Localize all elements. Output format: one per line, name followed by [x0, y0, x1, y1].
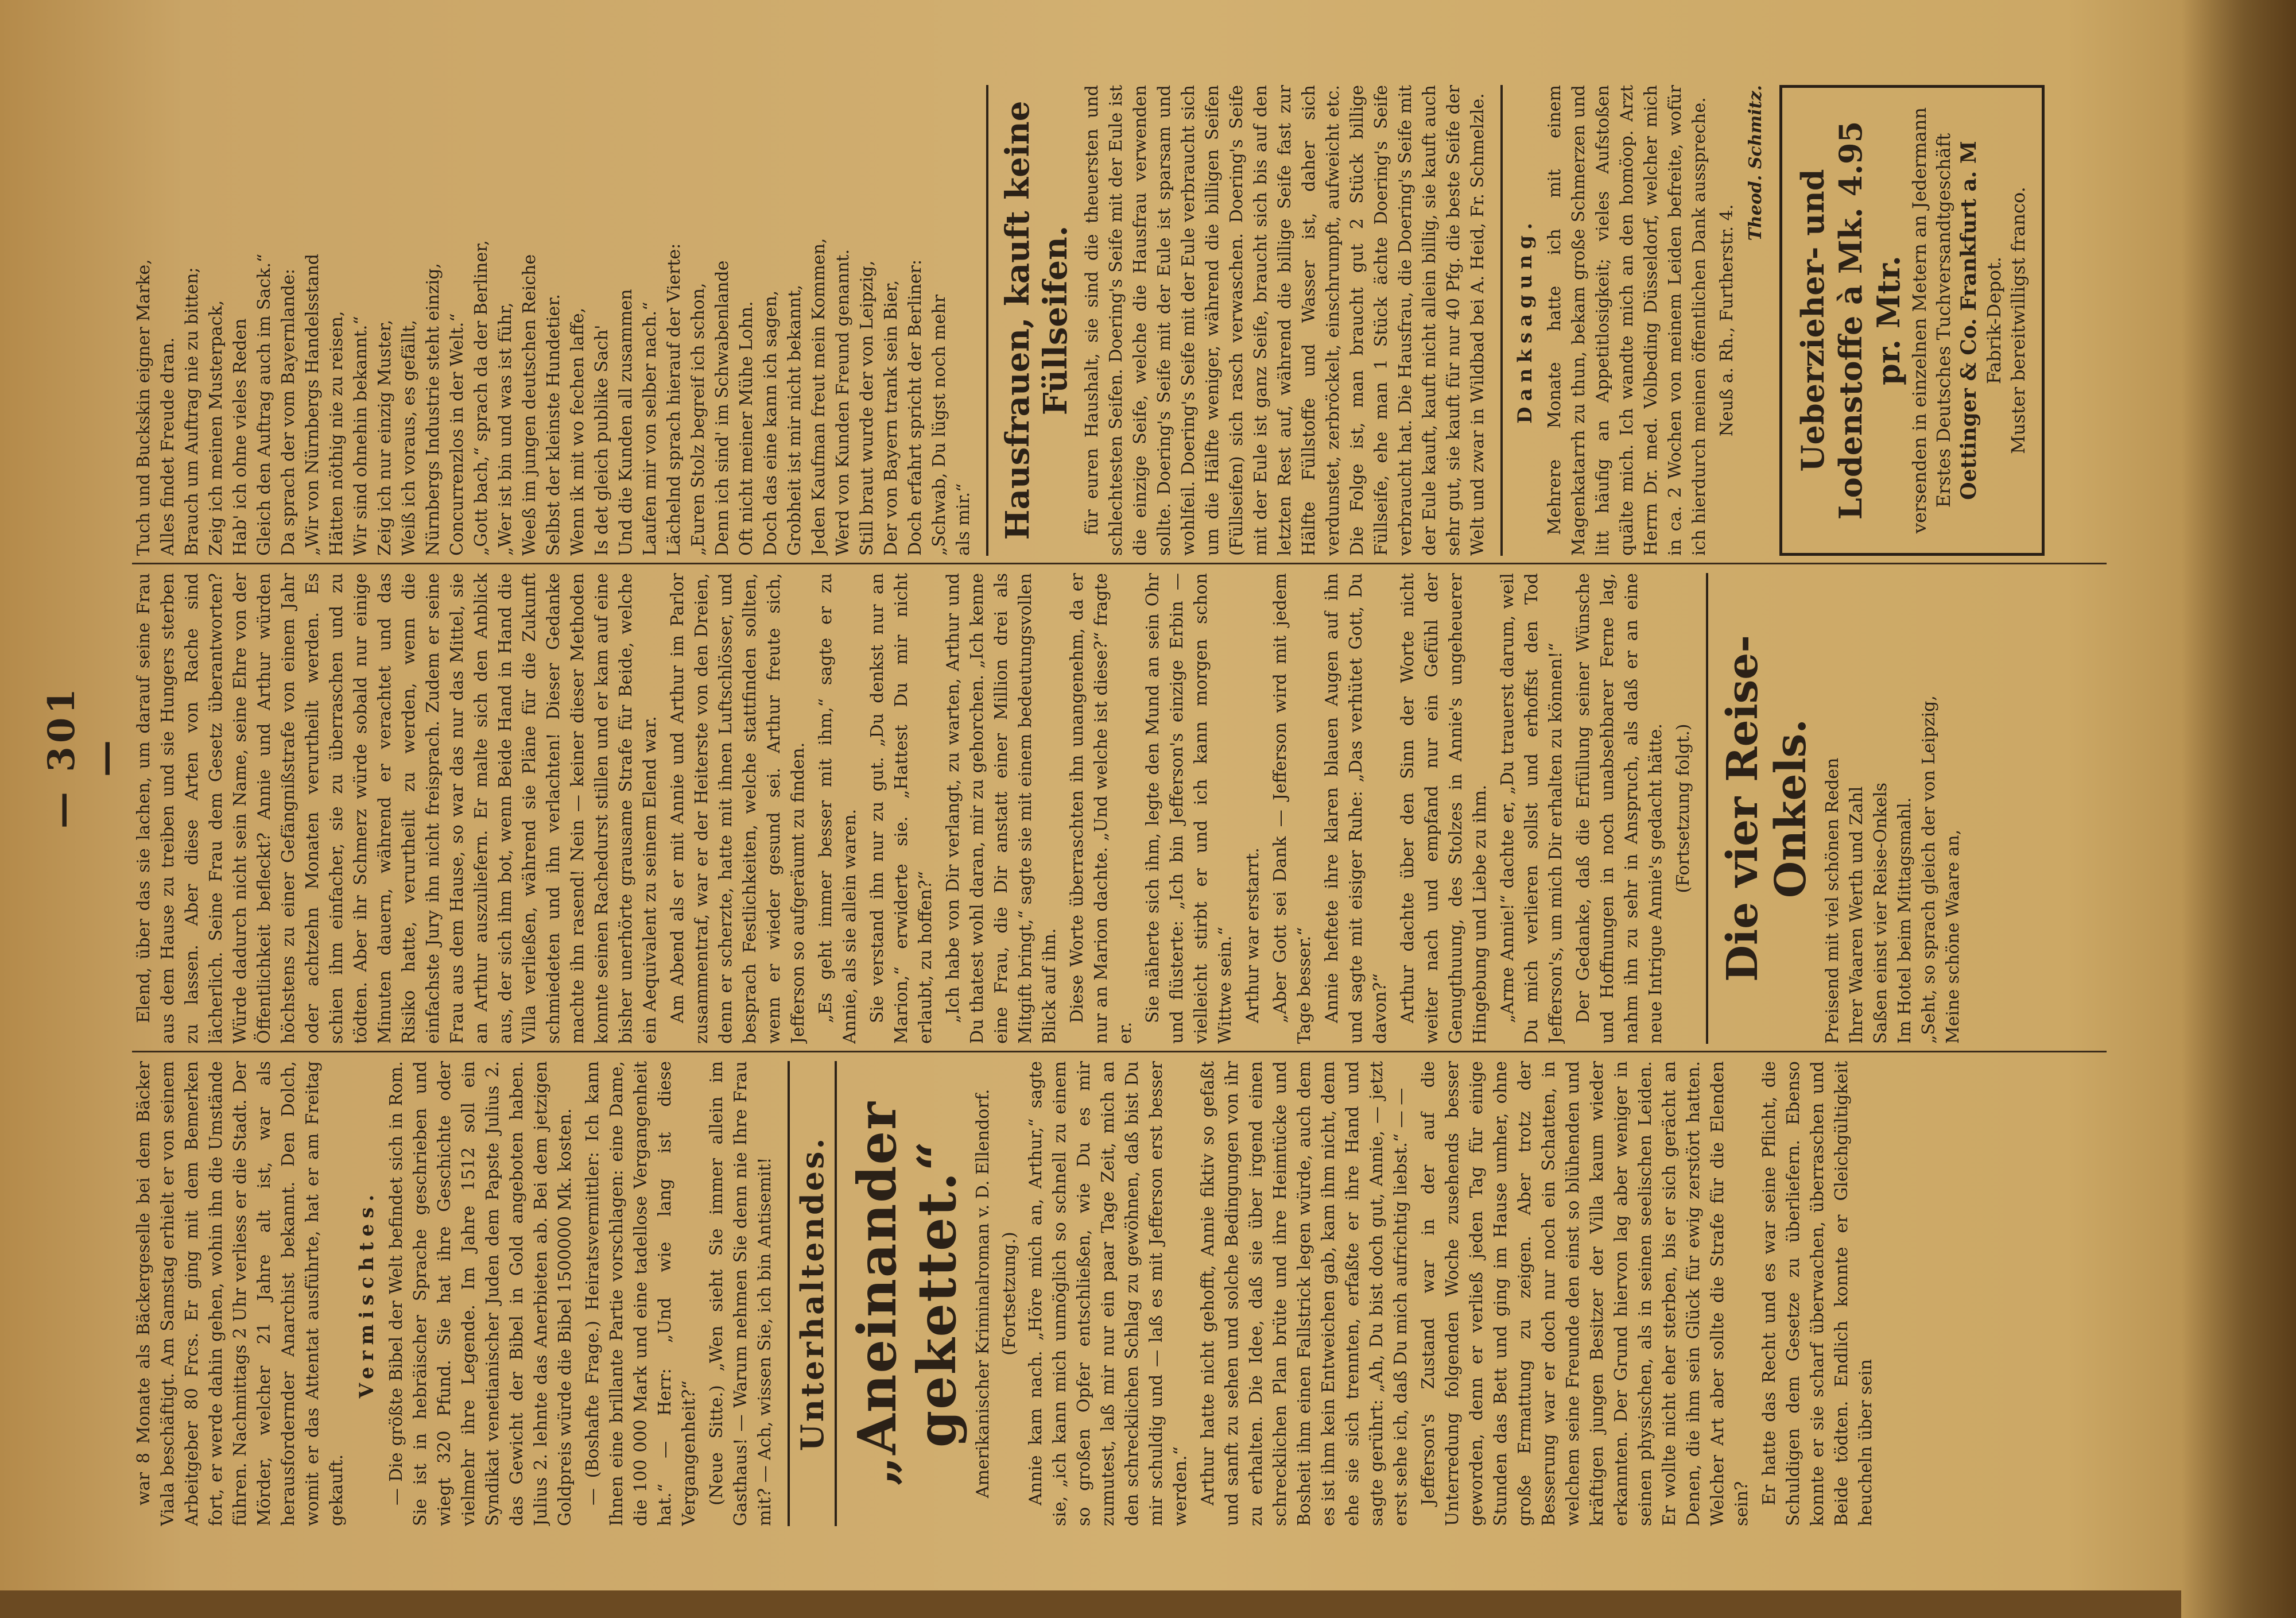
news-paragraph: war 8 Monate als Bäckergeselle bei dem Bäcker Viala beschäftigt. Am Samstag erhielt er von seinem Arbeitgeber 80 Frcs. Er ging mit dem Bemerken fort, er werde dahin gehen, wohin ihn die Umstände führen. Nachmittags 2 Uhr verliess er die Stadt. Der Mörder, welcher 21 Jahre alt ist, war als herausfordernder Anarchist bekannt. Den Dolch, womit er das Attentat ausführte, hat er am Freitag gekauft.: [134, 1061, 347, 1526]
verse-line: Still braut wurde der von Leipzig,: [857, 260, 877, 556]
verse-line: Saßen einst vier Reise-Onkels: [1871, 783, 1891, 1044]
ad-box-lodenstoffe: [1779, 85, 2045, 556]
verse-line: Preisend mit viel schönen Reden: [1822, 757, 1843, 1044]
column-rule: [132, 563, 2107, 564]
serial-paragraph: Arthur war erstarrt.: [1243, 847, 1263, 1023]
divider: [835, 1061, 837, 1526]
verse-line: Selbst der kleinste Hundetier.: [544, 294, 564, 556]
verse-line: „Schwab, Du lügst noch mehr: [929, 295, 949, 556]
verse-line: Alles findet Freude dran.: [158, 337, 178, 556]
serial-title: „Aneinander gekettet.“: [846, 1101, 968, 1487]
divider: [788, 1061, 790, 1526]
serial-paragraph: Elend, über das sie lachen, um darauf seine Frau aus dem Hause zu treiben und sie Hungers sterben zu lassen. Aber diese Arten von Rache sind lächerlich. Seine Frau dem Gesetz überantworten? Würde dadurch nicht sein Name, seine Ehre von der Öffentlichkeit befleckt? Annie und Arthur würden höchstens zu einer Gefängnißstrafe von einem Jahr oder achtzehn Monaten verurtheilt werden. Es schien ihm einfacher, sie zu überraschen und zu tödten. Aber ihr Schmerz würde sobald nur einige Minuten dauern, während er verachtet und das Risiko hatte, verurtheilt zu werden, wenn die einfachste Jury ihn nicht freisprach. Zudem er seine Frau aus dem Hause, so war das nur das Mittel, sie an Arthur auszuliefern. Er malte sich den Anblick aus, der sich ihm bot, wenn Beide Hand in Hand die Villa verließen, während sie Pläne für die Zukunft schmiedeten und ihn verlachten! Dieser Gedanke machte ihn rasend! Nein — keiner dieser Methoden konnte seinen Rachedurst stillen und er kam auf eine bisher unerhörte grausame Strafe für Beide, welche ein Aequivalent zu seinem Elend war.: [134, 573, 660, 1044]
verse-line: Im Hotel beim Mittagsmahl.: [1895, 797, 1915, 1044]
verse-line: Lächelnd sprach hierauf der Vierte:: [664, 243, 684, 556]
verse-line: Jeden Kaufman freut mein Kommen,: [809, 238, 829, 556]
book-spine-shadow: [2181, 0, 2296, 1618]
news-paragraph: (Neue Sitte.) „Wen sieht Sie immer allein im Gasthaus! — Warum nehmen Sie denn nie Ihre Frau mit? — Ach, wissen Sie, ich bin Antisemit!: [707, 1061, 775, 1526]
ad-text-seife: für euren Haushalt, sie sind die theuersten und schlechtesten Seifen. Doering's Seife mit der Eule ist die einzige Seife, welche die Hausfrau verwenden sollte. Doering's Seife mit der Eule ist sparsam und wohlfeil. Doering's Seife mit der Eule verbraucht sich um die Hälfte weniger, während die billigen Seifen (Füllseifen) sich rasch verwaschen. Doering's Seife mit der Eule ist ganz Seife, braucht sich bis auf den letzten Rest auf, während die billige Seife fast zur Hälfte Füllstoffe und Wasser ist, daher sich verdunstet, zerbröckelt, einschrumpft, aufweicht etc. Die Folge ist, man braucht gut 2 Stück billige Füllseife, ehe man 1 Stück ächte Doering's Seife verbraucht hat. Die Hausfrau, die Doering's Seife mit der Eule kauft, kauft nicht allein billig, sie kauft auch sehr gut, sie kauft für nur 40 Pfg. die beste Seife der Welt und zwar in Wildbad bei A. Heid, Fr. Schmelzle.: [1082, 85, 1488, 556]
serial-paragraph: Arthur dachte über den Sinn der Worte nicht weiter nach und empfand nur ein Gefühl der Genugthuung, des Stolzes in Annie's ungeheuerer Hingebung und Liebe zu ihm.: [1398, 573, 1490, 1044]
news-paragraph: — (Boshafte Frage.) Heiratsvermittler: Ich kann Ihnen eine brillante Partie vorschlagen: eine Dame, die 100 000 Mark und eine tadellose Vergangenheit hat.“ — Herr: „Und wie lang ist diese Vergangenheit?“: [583, 1061, 699, 1526]
verse-line: Meine schöne Waare an,: [1943, 829, 1963, 1044]
serial-paragraph: „Aber Gott sei Dank — Jefferson wird mit jedem Tage besser.“: [1270, 573, 1314, 1044]
ad-box-line: Muster bereitwilligst franco.: [2007, 187, 2029, 454]
serial-paragraph: Der Gedanke, daß die Erfüllung seiner Wünsche und Hoffnungen in noch unabsehbarer Ferne lag, nahm ihn zu sehr in Anspruch, als daß er an eine neue Intrigue Annie's gedacht hätte.: [1573, 573, 1666, 1044]
serial-paragraph: „Arme Annie!“ dachte er, „Du trauerst darum, weil Du mich verlieren sollst und erhoffst den Tod Jefferson's, um mich Dir erhalten zu können!“: [1498, 573, 1566, 1044]
verse-line: Brauch um Auftrag nie zu bitten;: [182, 267, 202, 556]
serial-paragraph: Annie kam nach. „Höre mich an, Arthur,“ sagte sie, „ich kann mich unmöglich so schnell zu einem so großen Opfer entschließen, wie Du es mir zumutest, laß mir nur ein paar Tage Zeit, mich an den schrecklichen Schlag zu gewöhnen, daß bist Du mir schuldig und — laß es mit Jefferson erst besser werden.“: [1026, 1061, 1190, 1526]
verse-line: Doch erfahrt spricht der Berliner:: [905, 259, 925, 556]
verse-line: Weiß ich voraus, es gefällt,: [399, 319, 419, 556]
ad-box-line: Fabrik-Depot.: [1983, 256, 2005, 385]
section-heading-unterhaltendes: Unterhaltendes.: [794, 1136, 831, 1451]
serial-paragraph: „Es geht immer besser mit ihm,“ sagte er zu Annie, als sie allein waren.: [816, 573, 860, 1044]
verse-line: Nürnbergs Industrie steht einzig,: [423, 263, 443, 556]
verse-line: Grobheit ist mir nicht bekannt,: [785, 284, 805, 556]
ad-box-line: versenden in einzelnen Metern an Jedermann: [1909, 107, 1930, 534]
verse-line: Tuch und Buckskin eigner Marke,: [134, 259, 154, 556]
serial-paragraph: Sie verstand ihn nur zu gut. „Du denkst nur an Marion,“ erwiderte sie. „Hattest Du mir nicht erlaubt, zu hoffen?“: [867, 573, 936, 1044]
verse-line: Hätten nöthig nie zu reisen,: [327, 311, 347, 556]
verse-line: Doch das eine kann ich sagen,: [761, 290, 781, 556]
serial-continuation: (Fortsetzung.): [999, 1232, 1019, 1356]
verse-line: als mir.“: [953, 483, 974, 556]
verse-line: Zeig ich nur einzig Muster,: [375, 319, 395, 556]
news-paragraph: — Die größte Bibel der Welt befindet sich in Rom. Sie ist in hebräischer Sprache geschrieben und wiegt 320 Pfund. Sie hat ihre Geschichte oder vielmehr ihre Legende. Im Jahre 1512 soll ein Syndikat venetianischer Juden dem Papste Julius 2. das Gewicht der Bibel in Gold angeboten haben. Julius 2. lehnte das Anerbieten ab. Bei dem jetzigen Goldpreis würde die Bibel 1500000 Mk. kosten.: [386, 1061, 575, 1526]
verse-line: Concurrenzlos in der Welt.“: [447, 313, 467, 556]
verse-line: Da sprach der vom Bayernlande:: [278, 269, 298, 556]
verse-line: „Gott bach,“ sprach da der Berliner,: [471, 240, 491, 556]
column-rule: [132, 1051, 2107, 1052]
verse-line: „Wer ist bin und was ist führ,: [495, 302, 515, 556]
verse-line: „Euren Stolz begreif ich schon,: [688, 282, 708, 556]
danksagung-signature: Theod. Schmitz.: [1746, 85, 1766, 241]
column-3: [132, 85, 2112, 556]
divider: [1500, 85, 1503, 556]
verse-line: Weeß im jungen deutschen Reiche: [519, 254, 540, 556]
serial-subtitle: Amerikanischer Kriminalroman v. D. Ellendorf.: [973, 1089, 993, 1499]
verse-line: Is det gleich publike Sach': [592, 324, 612, 556]
divider: [986, 85, 988, 556]
section-heading-vermischtes: Vermischtes.: [355, 1189, 378, 1399]
serial-to-be-continued: (Fortsetzung folgt.): [1673, 723, 1693, 893]
serial-paragraph: Annie heftete ihre klaren blauen Augen auf ihn und sagte mit eisiger Ruhe: „Das verhütet Gott, Du davon?“: [1322, 573, 1390, 1044]
verse-line: Hab' ich ohne vieles Reden: [230, 318, 250, 556]
ad-box-firm: Oettinger & Co. Frankfurt a. M: [1957, 141, 1981, 500]
ad-box-line: Erstes Deutsches Tuchversandtgeschäft: [1933, 133, 1954, 508]
page-edge: [0, 1590, 2181, 1618]
verse-line: Gleich den Auftrag auch im Sack.“: [254, 253, 274, 556]
column-1: [132, 1061, 2112, 1526]
verse-line: Laufen mir von selber nach.“: [640, 301, 660, 556]
verse-line: „Seht, so sprach gleich der von Leipzig,: [1919, 695, 1939, 1044]
column-2: [132, 573, 2112, 1044]
ad-title-reise-onkels: Die vier Reise-Onkels.: [1718, 634, 1816, 982]
page-number: — 301 —: [40, 685, 126, 829]
serial-paragraph: Er hatte das Recht und es war seine Pflicht, die Schuldigen dem Gesetze zu überliefern. Ebenso konnte er sie scharf überwachen, überraschen und Beide tödten. Endlich konnte er Gleichgültigkeit heucheln über sein: [1759, 1061, 1876, 1526]
verse-line: Der von Bayern trank sein Bier,: [881, 280, 901, 556]
verse-line: Zeig ich meinen Musterpack,: [206, 300, 226, 556]
danksagung-text: Mehrere Monate hatte ich mit einem Magenkatarrh zu thun, bekam große Schmerzen und litt häufig an Appetitlosigkeit; vieles Aufstoßen quälte mich. Ich wandte mich an den homöop. Arzt Herrn Dr. med. Volbeding Düsseldorf, welcher mich in ca. 2 Wochen von meinem Leiden befreite, wofür ich hierdurch meinen öffentlichen Dank ausspreche.: [1545, 85, 1709, 556]
serial-paragraph: Diese Worte überraschten ihn unangenehm, da er nur an Marion dachte. „Und welche ist diese?“ fragte er.: [1067, 573, 1135, 1044]
verse-line: Wenn ik mit wo fechen laffe,: [568, 307, 588, 556]
serial-paragraph: Jefferson's Zustand war in der auf die Unterredung folgenden Woche zusehends besser geworden, denn er verließ jeden Tag für einige Stunden das Bett und ging im Hause umher, ohne große Ermattung zu zeigen. Aber trotz der Besserung war er doch nur noch ein Schatten, in welchem seine Freunde den einst so blühenden und kräftigen jungen Besitzer der Villa kaum wieder erkannten. Der Grund hiervon lag aber weniger in seinen physischen, als in seinen seelischen Leiden. Er wollte nicht eher sterben, bis er sich gerächt an Denen, die ihm sein Glück für ewig zerstört hatten. Welcher Art aber sollte die Strafe für die Elenden sein?: [1418, 1061, 1752, 1526]
danksagung-heading: Danksagung.: [1514, 217, 1537, 424]
serial-paragraph: Am Abend als er mit Annie und Arthur im Parlor zusammentraf, war er der Heiterste von den Dreien, denn er scherzte, hatte mit ihnen Luftschlösser, und besprach Festlichkeiten, welche stattfinden sollten, wenn er wieder gesund sei. Arthur freute sich, Jefferson so aufgeräumt zu finden.: [668, 573, 808, 1044]
serial-paragraph: Arthur hatte nicht gehofft, Annie fiktiv so gefaßt und sanft zu sehen und solche Bedingungen von ihr zu erhalten. Die Idee, daß sie über irgend einen schrecklichen Plan brüte und ihre Heimtücke und Bosheit ihm einen Fallstrick legen würde, auch dem es ist ihm kein Entweichen gab, kam ihm nicht, denn ehe sie sich trennten, erfaßte er ihre Hand und sagte gerührt: „Ah, Du bist doch gut, Annie, — jetzt erst sehe ich, daß Du mich aufrichtig liebst.“ — —: [1198, 1061, 1411, 1526]
verse-line: „Wir von Nürnbergs Handelsstand: [302, 254, 323, 556]
danksagung-place: Neuß a. Rh., Furtherstr. 4.: [1717, 204, 1737, 437]
verse-line: Oft nicht meiner Mühe Lohn.: [736, 301, 757, 556]
verse-line: Ihrer Waaren Werth und Zahl: [1847, 786, 1867, 1044]
verse-line: Denn ich sind' im Schwabenlande: [712, 260, 732, 556]
verse-block: [132, 85, 976, 556]
divider: [1706, 573, 1708, 1044]
serial-paragraph: Sie näherte sich ihm, legte den Mund an sein Ohr und flüsterte: „Ich bin Jefferson's einzige Erbin — vielleicht stirbt er und ich kann morgen schon Wittwe sein.“: [1143, 573, 1235, 1044]
ad-title-hausfrauen: Hausfrauen, kauft keine Füllseifen.: [999, 100, 1075, 540]
verse-line: Wir sind ohnehin bekannt.“: [351, 316, 371, 556]
serial-paragraph: „Ich habe von Dir verlangt, zu warten, Arthur und Du thatest wohl daran, mir zu gehorchen. „Ich kenne eine Frau, die Dir anstatt einer Million drei als Mitgift bringt,“ sagte sie mit einem bedeutungsvollen Blick auf ihn.: [943, 573, 1060, 1044]
verse-line: Und die Kunden all zusammen: [616, 289, 636, 556]
ad-box-title: Ueberzieher- und Lodenstoffe à Mk. 4.95 pr. Mtr.: [1794, 121, 1907, 520]
verse-line: Werd von Kunden Freund genannt.: [833, 249, 853, 556]
